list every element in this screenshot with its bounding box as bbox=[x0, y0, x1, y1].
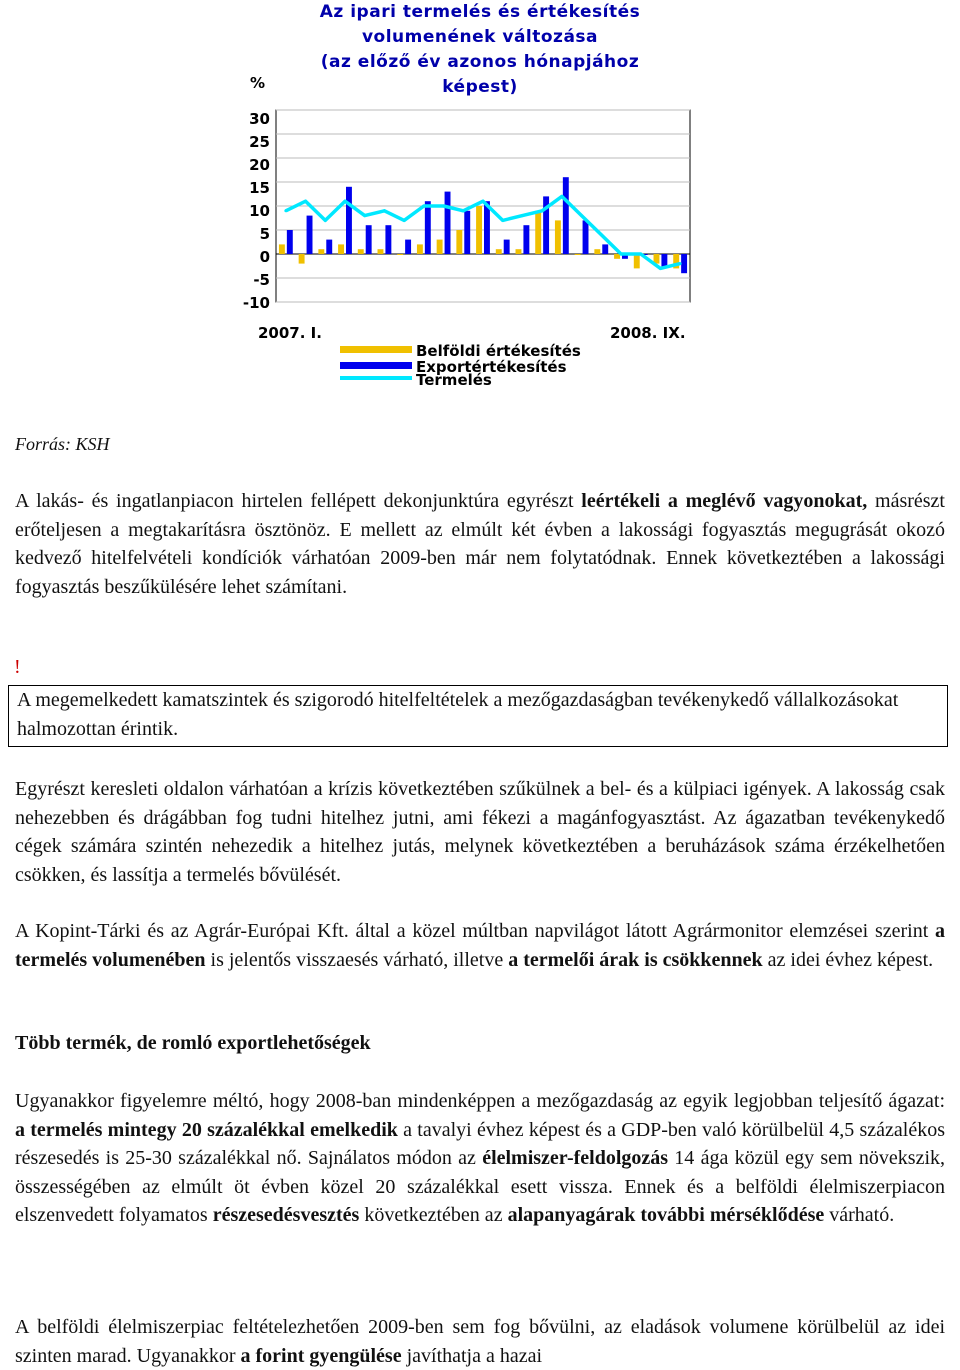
y-tick: 30 bbox=[249, 110, 270, 128]
section-heading: Több termék, de romló exportlehetőségek bbox=[15, 1032, 371, 1054]
bar-export bbox=[504, 240, 510, 254]
point-production bbox=[482, 200, 485, 203]
point-production bbox=[462, 209, 465, 212]
legend-label-export: Exportértékesítés bbox=[416, 358, 567, 376]
y-tick: 25 bbox=[249, 133, 270, 151]
p3-text-3: az idei évhez képest. bbox=[762, 948, 934, 971]
bar-domestic bbox=[476, 206, 482, 254]
bar-domestic bbox=[516, 249, 522, 254]
bar-chart bbox=[230, 70, 700, 390]
p4-text-5: várható. bbox=[824, 1204, 895, 1227]
point-production bbox=[501, 219, 504, 222]
p1-text-2: másrészt erőteljesen a megtakarításra ösztönöz. E mellett az elmúlt két évben a lakossági fogyasztás megugrását okozó kedvező hitelfelvételi kondíciók várhatóan 2009-ben már nem folytatódnak. Ennek következtében a lakossági fogyasztás beszűkülésére lehet számítani. bbox=[15, 490, 945, 598]
point-production bbox=[580, 214, 583, 217]
bar-export bbox=[602, 244, 608, 254]
p4-bold-2: élelmiszer-feldolgozás bbox=[482, 1147, 669, 1170]
point-production bbox=[304, 200, 307, 203]
bar-domestic bbox=[437, 240, 443, 254]
chart-title-line-4: képest) bbox=[442, 77, 518, 97]
legend-label-domestic: Belföldi értékesítés bbox=[416, 342, 581, 360]
bar-domestic bbox=[397, 254, 403, 255]
p1-bold: leértékeli a meglévő vagyonokat, bbox=[581, 490, 868, 512]
bar-export bbox=[366, 225, 372, 254]
legend-swatch-production bbox=[340, 376, 412, 380]
chart-title-line-1: Az ipari termelés és értékesítés bbox=[319, 2, 641, 22]
bar-export bbox=[385, 225, 391, 254]
p5-text: A belföldi élelmiszerpiac feltételezhetően 2009-ben sem fog bővülni, az eladások volumene körülbelül az idei szinten marad. Ugyanakkor bbox=[15, 1316, 945, 1367]
bar-export bbox=[307, 216, 313, 254]
bar-domestic bbox=[535, 211, 541, 254]
point-production bbox=[403, 219, 406, 222]
point-production bbox=[560, 195, 563, 198]
bar-export bbox=[445, 192, 451, 254]
bar-export bbox=[583, 220, 589, 254]
bar-export bbox=[464, 211, 470, 254]
bar-domestic bbox=[496, 249, 502, 254]
p4-text: Ugyanakkor figyelemre méltó, hogy 2008-ban mindenképpen a mezőgazdaság az egyik legjobban teljesítő ágazat: bbox=[15, 1090, 945, 1112]
point-production bbox=[620, 253, 623, 256]
y-axis-ticks bbox=[243, 110, 270, 312]
bar-domestic bbox=[318, 249, 324, 254]
bar-domestic bbox=[594, 249, 600, 254]
point-production bbox=[442, 205, 445, 208]
legend-swatch-export bbox=[340, 362, 412, 369]
legend-swatch-domestic bbox=[340, 346, 412, 353]
bar-export bbox=[425, 201, 431, 254]
point-production bbox=[284, 209, 287, 212]
p4-bold-4: alapanyagárak további mérséklődése bbox=[507, 1204, 825, 1227]
point-production bbox=[422, 205, 425, 208]
bar-domestic bbox=[456, 230, 462, 254]
exclamation-mark: ! bbox=[14, 656, 21, 678]
y-tick: 20 bbox=[249, 156, 270, 174]
p3-bold-2: a termelői árak is csökkennek bbox=[508, 948, 763, 971]
bar-domestic bbox=[575, 254, 581, 255]
y-tick: -5 bbox=[253, 271, 270, 289]
bar-export bbox=[287, 230, 293, 254]
p3-text-2: is jelentős visszaesés várható, illetve bbox=[205, 948, 509, 971]
p4-bold-3: részesedésvesztés bbox=[212, 1204, 360, 1227]
p1-text: A lakás- és ingatlanpiacon hirtelen fellépett dekonjunktúra egyrészt bbox=[15, 490, 582, 512]
point-production bbox=[639, 253, 642, 256]
bar-export bbox=[326, 240, 332, 254]
paragraph-2: Egyrészt keresleti oldalon várhatóan a krízis következtében szűkülnek a bel- és a külpiaci igények. A lakosság csak nehezebben és drágábban fog tudni hitelhez jutni, ami fékezi a magánfogyasztást. Az ágazatban tevékenykedő cégek számára szintén nehezedik a hitelhez jutás, melynek következtében a beruházások száma érzékelhetően csökken, és lassítja a termelés bővülését. bbox=[15, 778, 945, 886]
p5-text-2: javíthatja a hazai bbox=[401, 1344, 543, 1367]
legend bbox=[340, 342, 581, 389]
p3-bold: a termelés volumenében bbox=[15, 920, 945, 971]
paragraph-1 bbox=[15, 487, 945, 601]
point-production bbox=[344, 200, 347, 203]
y-tick: 5 bbox=[259, 225, 270, 243]
p3-text: A Kopint-Tárki és az Agrár-Európai Kft. által a közel múltban napvilágot látott Agrármonitor elemzései szerint bbox=[15, 920, 935, 942]
point-production bbox=[541, 209, 544, 212]
legend-label-production: Termelés bbox=[416, 371, 492, 389]
p4-text-2: a tavalyi évhez képest és a GDP-ben való körülbelül 4,5 százalékos részesedés is 25-30 százalékkal nő. Sajnálatos módon az bbox=[15, 1118, 945, 1170]
bar-domestic bbox=[614, 254, 620, 259]
p5-bold: a forint gyengülése bbox=[240, 1344, 402, 1367]
source-caption: Forrás: KSH bbox=[15, 434, 110, 454]
p4-text-4: következtében az bbox=[359, 1204, 508, 1227]
p4-text-3: 14 ága közül egy sem növekszik, összességében az elmúlt öt évben közel 20 százalékkal esett vissza. Ennek és a belföldi élelmiszerpiacon elszenvedett folyamatos bbox=[15, 1147, 946, 1227]
point-production bbox=[324, 219, 327, 222]
bar-export bbox=[563, 177, 569, 254]
point-production bbox=[363, 214, 366, 217]
bar-domestic bbox=[378, 249, 384, 254]
bar-domestic bbox=[634, 254, 640, 268]
p4-bold: a termelés mintegy 20 százalékkal emelkedik bbox=[15, 1118, 398, 1141]
y-tick: -10 bbox=[242, 294, 270, 312]
highlight-box-text: A megemelkedett kamatszintek és szigorodó hitelfeltételek a mezőgazdaságban tevékenykedő vállalkozásokat halmozottan érintik. bbox=[17, 689, 899, 740]
bar-domestic bbox=[555, 220, 561, 254]
point-production bbox=[659, 267, 662, 270]
x-end-label: 2008. IX. bbox=[610, 324, 686, 342]
paragraph-3 bbox=[15, 917, 945, 974]
point-production bbox=[521, 214, 524, 217]
bar-domestic bbox=[358, 249, 364, 254]
chart-title-line-3: (az előző év azonos hónapjához bbox=[320, 52, 640, 72]
paragraph-4 bbox=[15, 1087, 945, 1230]
point-production bbox=[600, 233, 603, 236]
point-production bbox=[383, 209, 386, 212]
bar-domestic bbox=[279, 244, 285, 254]
highlight-box bbox=[8, 685, 948, 747]
point-production bbox=[679, 262, 682, 265]
y-tick: 10 bbox=[249, 202, 270, 220]
chart-title-line-2: volumenének változása bbox=[361, 27, 599, 47]
y-tick: 0 bbox=[259, 248, 270, 266]
plot-area bbox=[276, 110, 690, 302]
paragraph-5 bbox=[15, 1313, 945, 1370]
bar-export bbox=[346, 187, 352, 254]
bar-domestic bbox=[299, 254, 305, 264]
y-tick: 15 bbox=[249, 179, 270, 197]
bar-export bbox=[681, 254, 687, 273]
unit-label: % bbox=[250, 74, 266, 92]
bar-export bbox=[405, 240, 411, 254]
bar-export bbox=[523, 225, 529, 254]
bar-domestic bbox=[417, 244, 423, 254]
bar-domestic bbox=[338, 244, 344, 254]
x-start-label: 2007. I. bbox=[258, 324, 322, 342]
